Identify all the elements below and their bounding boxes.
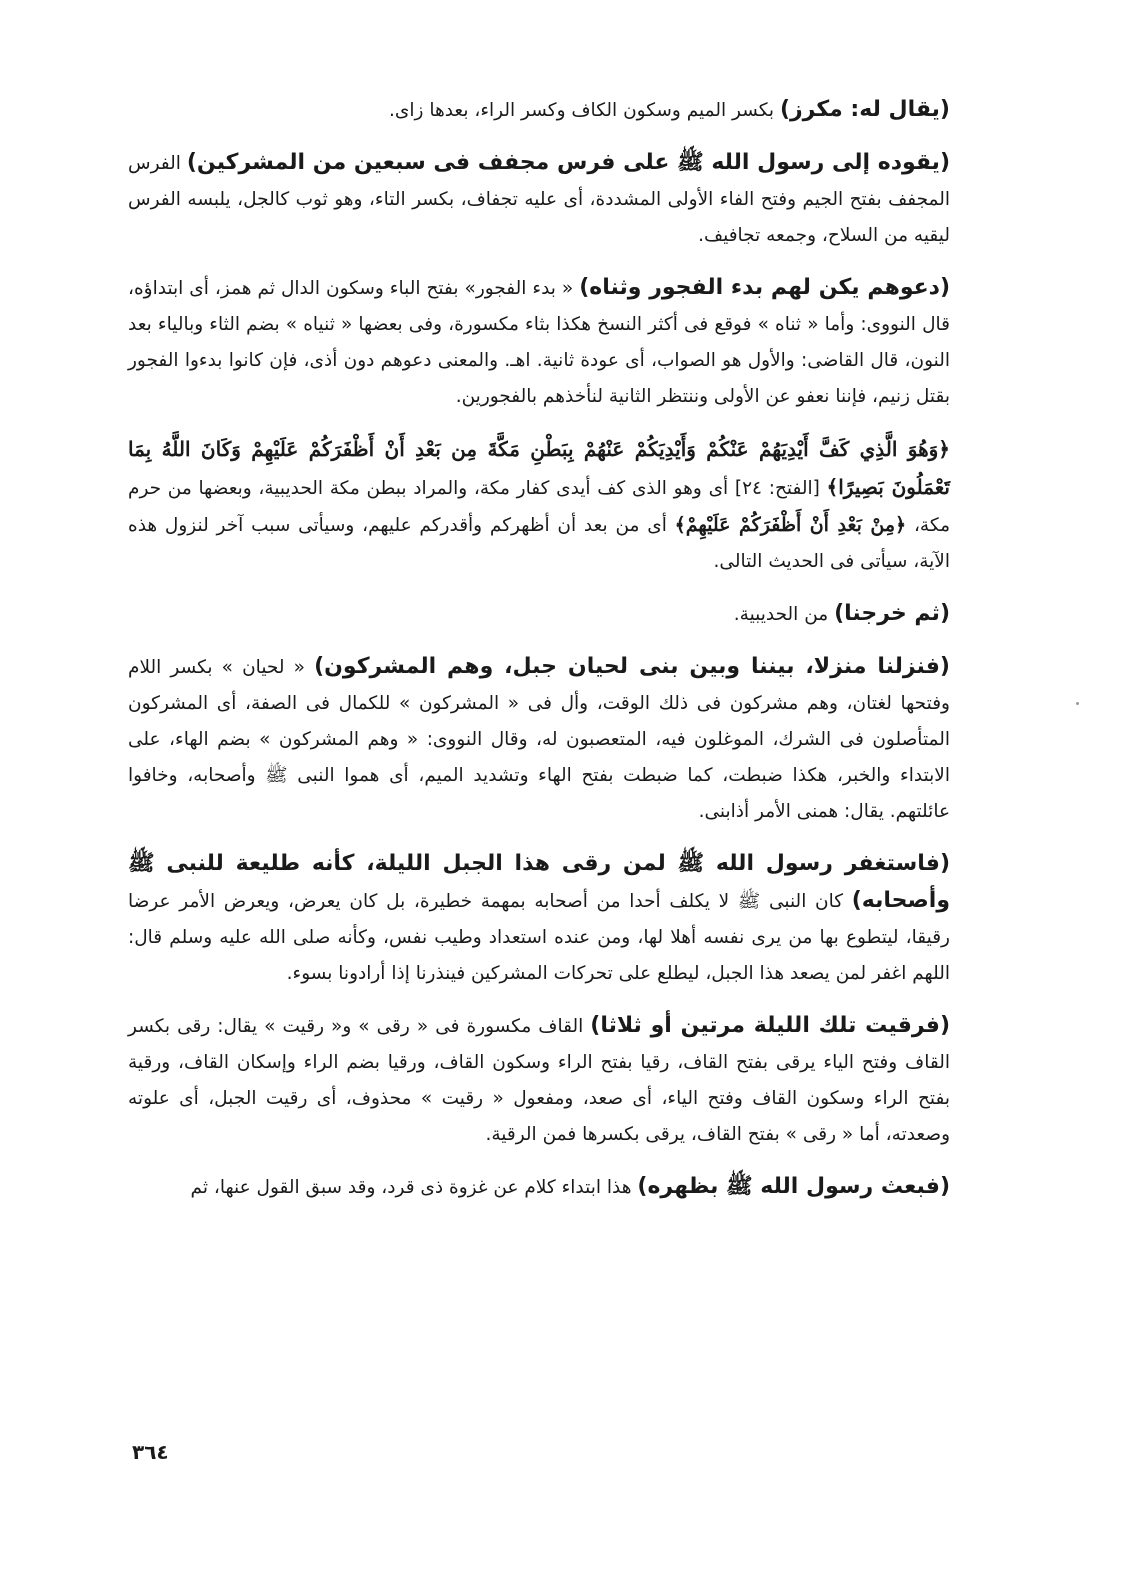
lemma-heading: (دعوهم يكن لهم بدء الفجور وثناه)	[579, 275, 950, 300]
paragraph-quran-verse	[128, 431, 950, 580]
paragraph-kharajna	[128, 596, 950, 633]
lemma-heading: (فبعث رسول الله ﷺ بظهره)	[637, 1174, 950, 1199]
commentary-text: أى من بعد أن أظهركم وأقدركم عليهم، وسيأتى سبب آخر لنزول هذه الآية، سيأتى فى الحديث التالى.	[128, 515, 950, 572]
paragraph-mujaffaf	[128, 145, 950, 254]
paragraph-istighfar	[128, 846, 950, 992]
commentary-text: من الحديبية.	[733, 604, 835, 625]
commentary-text: القاف مكسورة فى « رقى » و« رقيت » يقال: رقى بكسر القاف وفتح الياء يرقى بفتح القاف، رقيا بفتح الراء وسكون القاف، ورقيا بضم الراء وإسكان القاف، ورقية بفتح الراء وسكون القاف وفتح الياء، أى صعد، ومفعول « رقيت » محذوف، أى رقيت الجبل، أى علوته وصعدته، أما « رقى » بفتح القاف، يرقى بكسرها فمن الرقية.	[128, 1016, 950, 1145]
lemma-heading: (فرقيت تلك الليلة مرتين أو ثلاثا)	[590, 1013, 951, 1038]
commentary-text: بكسر الميم وسكون الكاف وكسر الراء، بعدها زاى.	[389, 100, 780, 121]
paragraph-lihyan	[128, 649, 950, 830]
commentary-text: « لحيان » بكسر اللام وفتحها لغتان، وهم مشركون فى ذلك الوقت، وأل فى « المشركون » للكمال فى الصفة، أى المشركون المتأصلون فى الشرك، الموغلون فيه، المتعصبون له، وقال النووى: « وهم المشركون » بضم الهاء، على الابتداء والخبر، هكذا ضبطت، كما ضبطت بفتح الهاء وتشديد الميم، أى هموا النبى ﷺ وأصحابه، وخافوا عائلتهم. يقال: همنى الأمر أذابنى.	[128, 657, 950, 822]
commentary-text: هذا ابتداء كلام عن غزوة ذى قرد، وقد سبق القول عنها، ثم	[190, 1177, 638, 1198]
page-number: ٣٦٤	[132, 1440, 169, 1464]
lemma-heading: (يقوده إلى رسول الله ﷺ على فرس مجفف فى سبعين من المشركين)	[186, 150, 950, 175]
commentary-text: [الفتح: ٢٤] أى وهو الذى كف أيدى كفار مكة، والمراد ببطن مكة الحديبية، وبعضها من حرم مكة،	[128, 478, 950, 536]
commentary-text: « بدء الفجور» بفتح الباء وسكون الدال ثم همز، أى ابتداؤه، قال النووى: وأما « ثناه » فوقع فى أكثر النسخ هكذا بثاء مكسورة، وفى بعضها « ثنياه » بضم الثاء وبالياء بعد النون، قال القاضى: والأول هو الصواب، أى عودة ثانية. اهـ. والمعنى دعوهم دون أذى، فإن كانوا بدءوا الفجور بقتل زنيم، فإننا نعفو عن الأولى وننتظر الثانية لنأخذهم بالفجورين.	[128, 278, 950, 407]
lemma-heading: (فاستغفر رسول الله ﷺ لمن رقى هذا الجبل الليلة، كأنه طليعة للنبى ﷺ وأصحابه)	[128, 851, 950, 913]
lemma-heading: (يقال له: مكرز)	[779, 97, 950, 122]
quran-verse-excerpt: ﴿مِنْ بَعْدِ أَنْ أَظْفَرَكُمْ عَلَيْهِمْ﴾	[674, 514, 907, 536]
paragraph-zahr	[128, 1169, 950, 1206]
quran-verse: ﴿وَهُوَ الَّذِي كَفَّ أَيْدِيَهُمْ عَنْكُمْ وَأَيْدِيَكُمْ عَنْهُمْ بِبَطْنِ مَكَّةَ مِن بَعْدِ أَنْ أَظْفَرَكُمْ عَلَيْهِمْ وَكَانَ اللَّهُ بِمَا تَعْمَلُونَ بَصِيرًا﴾	[128, 437, 950, 499]
lemma-heading: (ثم خرجنا)	[834, 601, 950, 626]
paragraph-fujur	[128, 270, 950, 415]
page-body	[128, 92, 950, 1220]
margin-mark	[1076, 702, 1079, 705]
commentary-text: الفرس المجفف بفتح الجيم وفتح الفاء الأولى المشددة، أى عليه تجفاف، بكسر التاء، وهو ثوب كالجل، يلبسه الفرس ليقيه من السلاح، وجمعه تجافيف.	[128, 153, 950, 246]
commentary-text: كان النبى ﷺ لا يكلف أحدا من أصحابه بمهمة خطيرة، بل كان يعرض، ويعرض الأمر عرضا رقيقا، ليتطوع بها من يرى نفسه أهلا لها، ومن عنده استعداد وطيب نفس، وكأنه صلى الله عليه وسلم قال: اللهم اغفر لمن يصعد هذا الجبل، ليطلع على تحركات المشركين فينذرنا إذا أرادونا بسوء.	[128, 891, 950, 984]
lemma-heading: (فنزلنا منزلا، بيننا وبين بنى لحيان جبل، وهم المشركون)	[314, 654, 950, 679]
paragraph-ruqiya	[128, 1008, 950, 1153]
paragraph-makraz	[128, 92, 950, 129]
